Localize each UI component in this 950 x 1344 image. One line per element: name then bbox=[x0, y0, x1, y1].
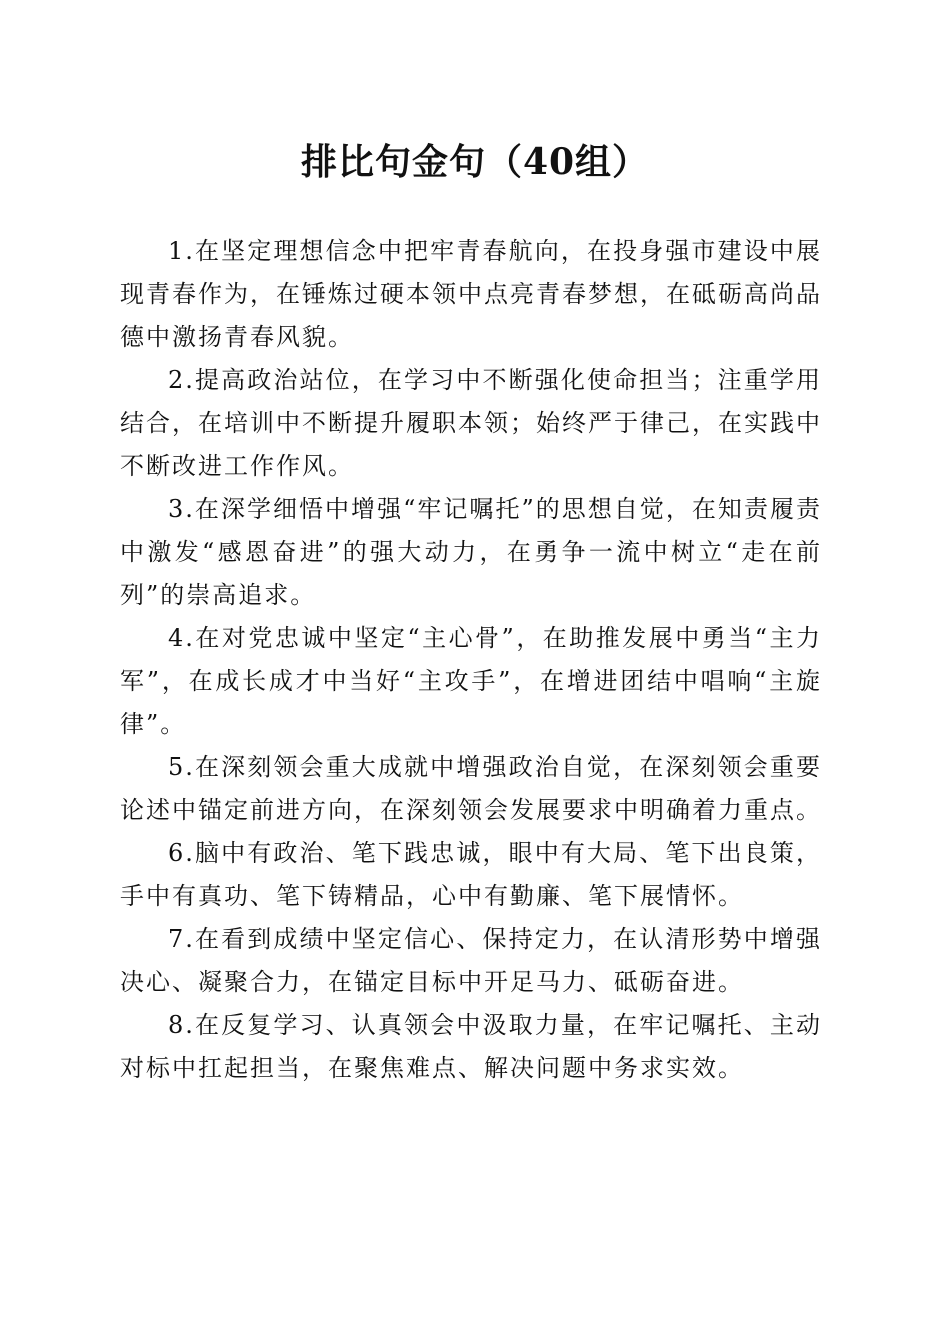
paragraph-7: 7.在看到成绩中坚定信心、保持定力，在认清形势中增强决心、凝聚合力，在锚定目标中开足马力、砥砺奋进。 bbox=[120, 925, 822, 996]
paragraph-3: 3.在深学细悟中增强“牢记嘱托”的思想自觉，在知责履责中激发“感恩奋进”的强大动力，在勇争一流中树立“走在前列”的崇高追求。 bbox=[120, 495, 822, 609]
paragraph-6: 6.脑中有政治、笔下践忠诚，眼中有大局、笔下出良策，手中有真功、笔下铸精品，心中有勤廉、笔下展情怀。 bbox=[120, 839, 822, 910]
paragraph-2: 2.提高政治站位，在学习中不断强化使命担当；注重学用结合，在培训中不断提升履职本领；始终严于律己，在实践中不断改进工作作风。 bbox=[120, 366, 822, 480]
paragraph-8: 8.在反复学习、认真领会中汲取力量，在牢记嘱托、主动对标中扛起担当，在聚焦难点、解决问题中务求实效。 bbox=[120, 1011, 822, 1082]
paragraph-5: 5.在深刻领会重大成就中增强政治自觉，在深刻领会重要论述中锚定前进方向，在深刻领会发展要求中明确着力重点。 bbox=[120, 753, 822, 824]
document-title: 排比句金句（40组） bbox=[300, 141, 650, 183]
document-body bbox=[120, 230, 822, 1090]
paragraph-4: 4.在对党忠诚中坚定“主心骨”，在助推发展中勇当“主力军”，在成长成才中当好“主攻手”，在增进团结中唱响“主旋律”。 bbox=[120, 624, 822, 738]
paragraph-1: 1.在坚定理想信念中把牢青春航向，在投身强市建设中展现青春作为，在锤炼过硬本领中点亮青春梦想，在砥砺高尚品德中激扬青春风貌。 bbox=[120, 237, 822, 351]
